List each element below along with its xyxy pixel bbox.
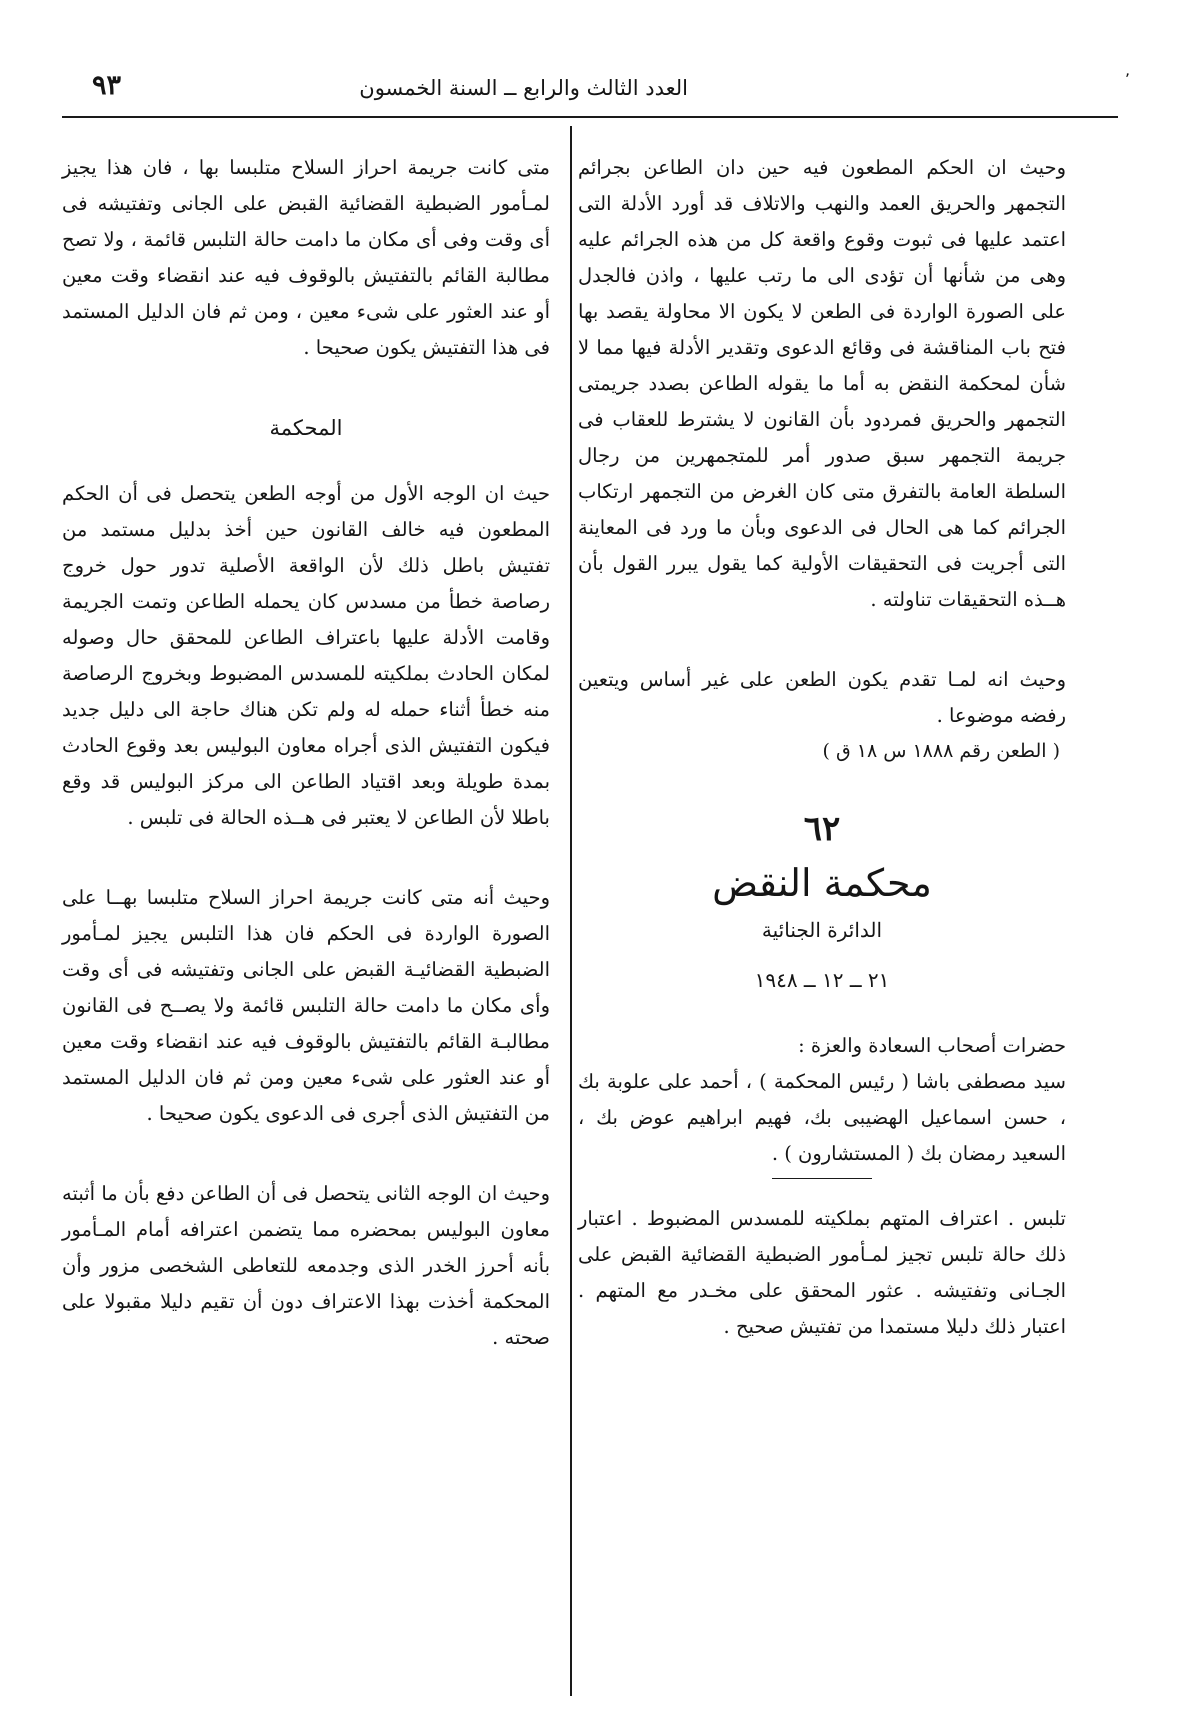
header-mark: ٬ (1124, 70, 1130, 89)
attendance-intro: حضرات أصحاب السعادة والعزة : (798, 1034, 1066, 1057)
judges-list: سيد مصطفى باشا ( رئيس المحكمة ) ، أحمد على علوبة بك ، حسن اسماعيل الهضيبى بك، فهيم ابراهيم عوض بك ، السعيد رمضان بك ( المستشارون ) . (578, 1070, 1066, 1165)
paragraph-conclusion: وحيث انه لمـا تقدم يكون الطعن على غير أساس ويتعين رفضه موضوعا . (578, 668, 1066, 727)
column-divider (570, 126, 572, 1696)
session-date: ٢١ ــ ١٢ ــ ١٩٤٨ (754, 968, 890, 992)
left-column (62, 150, 550, 1356)
page-header (62, 70, 1130, 118)
case-citation: ( الطعن رقم ١٨٨٨ س ١٨ ق ) (822, 740, 1060, 762)
case-summary: تلبس . اعتراف المتهم بملكيته للمسدس المضبوط . اعتبار ذلك حالة تلبس تجيز لمـأمور الضبطية القضائية القبض على الجـانى وتفتيشه . عثور المحقق على مخـدر مع المتهم . اعتبار ذلك دليلا مستمدا من تفتيش صحيح . (578, 1207, 1066, 1338)
paragraph-principle: متى كانت جريمة احراز السلاح متلبسا بها ، فان هذا يجيز لمـأمور الضبطية القضائية القبض على الجانى وتفتيشه فى أى وقت وفى أى مكان ما دامت حالة التلبس قائمة ، ولا تصح مطالبة القائم بالتفتيش بالوقوف فيه عند انقضاء وقت معين أو عند العثور على شىء معين ، ومن ثم فان الدليل المستمد فى هذا التفتيش يكون صحيحا . (62, 156, 550, 359)
paragraph-grounds-1: وحيث ان الحكم المطعون فيه حين دان الطاعن بجرائم التجمهر والحريق العمد والنهب والاتلاف قد أورد الأدلة التى اعتمد عليها فى ثبوت وقوع واقعة كل من هذه الجرائم عليه وهى من شأنها أن تؤدى الى ما رتب عليها ، واذن فالجدل على الصورة الواردة فى الطعن لا يكون الا محاولة يقصد بها فتح باب المناقشة فى وقائع الدعوى وتقدير الأدلة فيها مما لا شأن لمحكمة النقض به أما ما يقوله الطاعن بصدد جريمتى التجمهر والحريق فمردود بأن القانون لا يشترط للعقاب فى جريمة التجمهر سبق صدور أمر للمتجمهرين من رجال السلطة العامة بالتفرق متى كان الغرض من التجمهر ارتكاب الجرائم كما هى الحال فى الدعوى وبأن ما ورد فى المعاينة التى أجريت فى التحقيقات الأولية كما يقول يبرر القول بأن هــذه التحقيقات تناولته . (578, 156, 1066, 611)
case-number: ٦٢ (803, 809, 841, 849)
section-heading-court: المحكمة (269, 416, 343, 440)
separator-rule (772, 1178, 872, 1179)
right-column (578, 150, 1066, 1345)
paragraph-ruling-first-ground: وحيث أنه متى كانت جريمة احراز السلاح متلبسا بهــا على الصورة الواردة فى الحكم فان هذا التلبس يجيز لمـأمور الضبطية القضائيـة القبض على الجانى وتفتيشه فى أى وقت وأى مكان ما دامت حالة التلبس قائمة ولا يصــح فى القانون مطالبـة القائم بالتفتيش بالوقوف فيه عند انقضاء وقت معين أو عند العثور على شىء معين ومن ثم فان الدليل المستمد من التفتيش الذى أجرى فى الدعوى يكون صحيحا . (62, 886, 550, 1125)
paragraph-second-ground: وحيث ان الوجه الثانى يتحصل فى أن الطاعن دفع بأن ما أثبته معاون البوليس بمحضره مما يتضمن اعترافه أمام المـأمور بأنه أحرز الخدر الذى وجدمعه للتعاطى الشخصى مزور وأن المحكمة أخذت بهذا الاعتراف دون أن تقيم دليلا مقبولا على صحته . (62, 1182, 550, 1349)
paragraph-first-ground: حيث ان الوجه الأول من أوجه الطعن يتحصل فى أن الحكم المطعون فيه خالف القانون حين أخذ بدليل مستمد من تفتيش باطل ذلك لأن الواقعة الأصلية تدور حول خروج رصاصة خطأ من مسدس كان يحمله الطاعن وتمت الجريمة وقامت الأدلة عليها باعتراف الطاعن للمحقق حال وصوله لمكان الحادث بملكيته للمسدس المضبوط وبخروج الرصاصة منه خطأ أثناء حمله له ولم تكن هناك حاجة الى دليل جديد فيكون التفتيش الذى أجراه معاون البوليس بعد وقوع الحادث بمدة طويلة وبعد اقتياد الطاعن الى مركز البوليس قد وقع باطلا لأن الطاعن لا يعتبر فى هــذه الحالة فى تلبس . (62, 482, 550, 829)
circuit-name: الدائرة الجنائية (761, 918, 883, 942)
running-title: العدد الثالث والرابع ــ السنة الخمسون (359, 76, 688, 100)
page-number: ٩٣ (92, 70, 122, 101)
court-title: محكمة النقض (712, 861, 932, 905)
